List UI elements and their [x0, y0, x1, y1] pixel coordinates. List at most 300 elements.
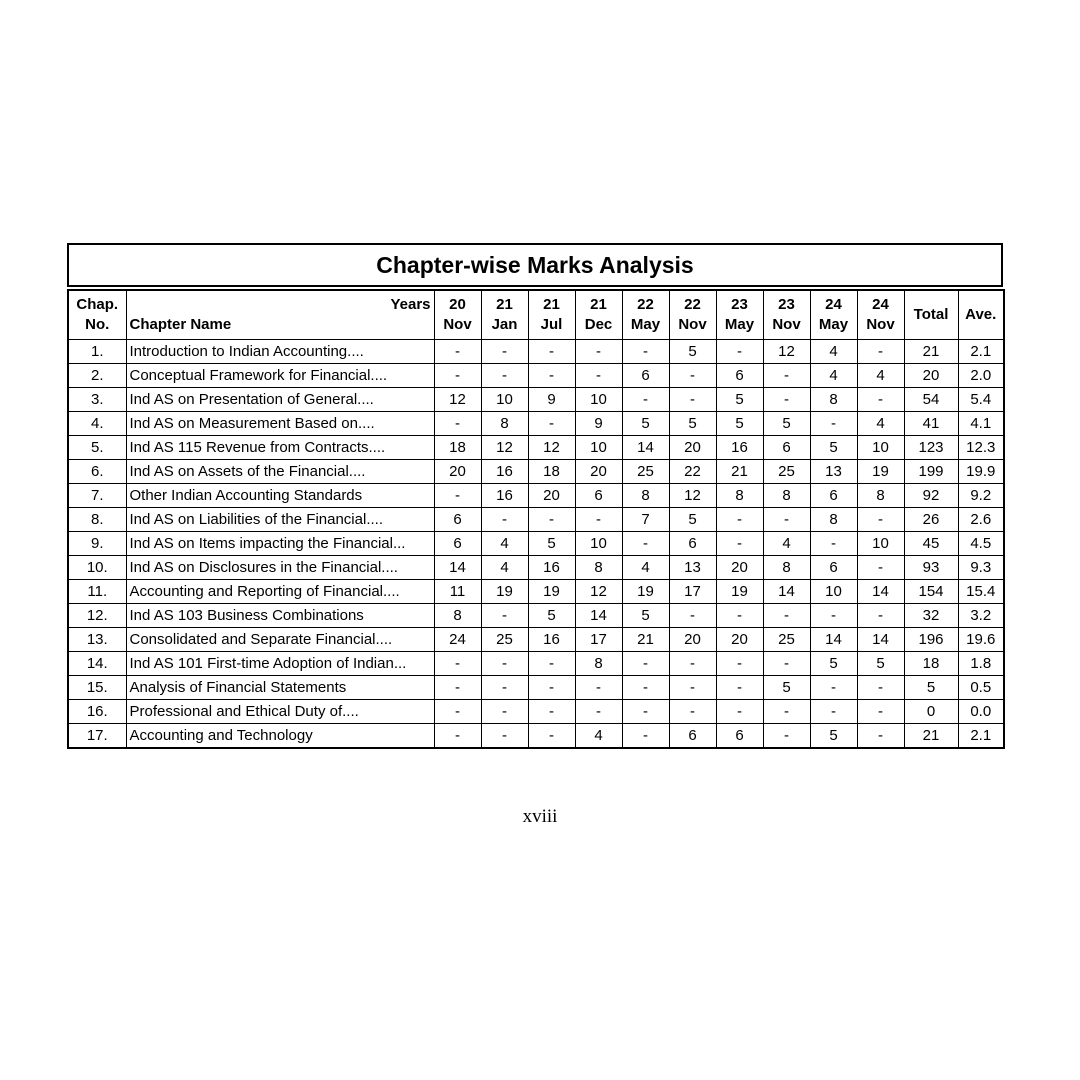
marks-cell: 14: [575, 604, 622, 628]
marks-cell: 6: [575, 484, 622, 508]
table-row: [68, 724, 1004, 749]
marks-cell: 4: [857, 412, 904, 436]
marks-cell: 5: [857, 652, 904, 676]
chapter-name-cell: Ind AS 103 Business Combinations: [126, 604, 434, 628]
period-year: 21: [496, 296, 513, 313]
marks-cell: 4: [481, 556, 528, 580]
chapter-name-cell: Professional and Ethical Duty of....: [126, 700, 434, 724]
period-header: [481, 290, 528, 340]
marks-cell: -: [622, 388, 669, 412]
marks-cell: 12: [481, 436, 528, 460]
marks-cell: -: [434, 364, 481, 388]
marks-cell: 20: [528, 484, 575, 508]
period-header: [763, 290, 810, 340]
marks-cell: 5: [810, 724, 857, 749]
table-row: [68, 628, 1004, 652]
table-row: [68, 604, 1004, 628]
period-year: 22: [684, 296, 701, 313]
chap-no-cell: 14.: [68, 652, 126, 676]
marks-cell: 8: [810, 388, 857, 412]
marks-cell: 6: [669, 532, 716, 556]
chapter-name-cell: Ind AS 115 Revenue from Contracts....: [126, 436, 434, 460]
marks-cell: -: [763, 388, 810, 412]
marks-cell: -: [575, 676, 622, 700]
period-month: Jan: [491, 316, 518, 333]
marks-cell: -: [481, 724, 528, 749]
marks-cell: -: [810, 532, 857, 556]
marks-cell: 10: [575, 436, 622, 460]
marks-cell: 6: [434, 508, 481, 532]
marks-cell: 14: [763, 580, 810, 604]
marks-cell: 5: [669, 508, 716, 532]
marks-cell: 5: [716, 412, 763, 436]
marks-cell: -: [857, 340, 904, 364]
marks-cell: -: [716, 676, 763, 700]
period-month: Nov: [772, 316, 801, 333]
marks-cell: 5: [528, 604, 575, 628]
marks-cell: 20: [669, 628, 716, 652]
table-row: [68, 676, 1004, 700]
marks-table: [67, 289, 1005, 749]
ave-cell: 4.1: [958, 412, 1004, 436]
marks-cell: 12: [434, 388, 481, 412]
marks-cell: 8: [575, 652, 622, 676]
marks-cell: -: [528, 724, 575, 749]
marks-cell: 11: [434, 580, 481, 604]
marks-cell: 4: [763, 532, 810, 556]
period-header: [622, 290, 669, 340]
marks-cell: -: [528, 676, 575, 700]
marks-cell: -: [622, 700, 669, 724]
marks-cell: -: [669, 388, 716, 412]
marks-cell: -: [716, 532, 763, 556]
marks-cell: -: [481, 604, 528, 628]
chapter-name-cell: Analysis of Financial Statements: [126, 676, 434, 700]
chapter-name-cell: Ind AS on Presentation of General....: [126, 388, 434, 412]
marks-cell: 17: [669, 580, 716, 604]
marks-cell: -: [716, 340, 763, 364]
marks-cell: -: [669, 604, 716, 628]
marks-cell: 19: [716, 580, 763, 604]
table-row: [68, 508, 1004, 532]
table-row: [68, 412, 1004, 436]
table-title: Chapter-wise Marks Analysis: [67, 243, 1003, 287]
marks-cell: 18: [434, 436, 481, 460]
table-row: [68, 652, 1004, 676]
marks-cell: -: [575, 340, 622, 364]
marks-cell: 5: [528, 532, 575, 556]
total-cell: 20: [904, 364, 958, 388]
chapter-name-cell: Ind AS 101 First-time Adoption of Indian...: [126, 652, 434, 676]
marks-cell: -: [434, 676, 481, 700]
marks-cell: 12: [575, 580, 622, 604]
marks-cell: 4: [810, 364, 857, 388]
marks-cell: 8: [481, 412, 528, 436]
period-month: Jul: [540, 316, 563, 333]
marks-cell: 12: [763, 340, 810, 364]
marks-cell: 5: [669, 340, 716, 364]
marks-cell: 6: [434, 532, 481, 556]
marks-cell: 20: [716, 556, 763, 580]
ave-cell: 4.5: [958, 532, 1004, 556]
marks-cell: 13: [669, 556, 716, 580]
marks-cell: 5: [810, 652, 857, 676]
marks-cell: 4: [575, 724, 622, 749]
marks-cell: 19: [528, 580, 575, 604]
chap-no-cell: 10.: [68, 556, 126, 580]
marks-cell: 12: [669, 484, 716, 508]
table-row: [68, 532, 1004, 556]
marks-cell: 10: [810, 580, 857, 604]
marks-cell: 4: [622, 556, 669, 580]
marks-cell: -: [669, 700, 716, 724]
marks-cell: -: [622, 724, 669, 749]
marks-cell: 22: [669, 460, 716, 484]
marks-cell: -: [857, 604, 904, 628]
marks-cell: 10: [481, 388, 528, 412]
marks-cell: 8: [622, 484, 669, 508]
marks-cell: -: [622, 652, 669, 676]
chapter-name-cell: Introduction to Indian Accounting....: [126, 340, 434, 364]
marks-cell: -: [481, 676, 528, 700]
marks-cell: 6: [622, 364, 669, 388]
ave-cell: 0.5: [958, 676, 1004, 700]
marks-cell: -: [434, 340, 481, 364]
chapter-name-cell: Ind AS on Measurement Based on....: [126, 412, 434, 436]
marks-cell: 25: [763, 460, 810, 484]
marks-cell: 8: [716, 484, 763, 508]
marks-cell: -: [857, 556, 904, 580]
marks-cell: -: [857, 724, 904, 749]
period-header: [528, 290, 575, 340]
marks-cell: 16: [716, 436, 763, 460]
total-cell: 199: [904, 460, 958, 484]
table-row: [68, 340, 1004, 364]
period-header: [810, 290, 857, 340]
total-cell: 0: [904, 700, 958, 724]
marks-cell: 10: [575, 388, 622, 412]
marks-cell: -: [434, 724, 481, 749]
marks-cell: 4: [481, 532, 528, 556]
total-cell: 154: [904, 580, 958, 604]
marks-cell: -: [622, 676, 669, 700]
total-cell: 18: [904, 652, 958, 676]
marks-cell: 9: [575, 412, 622, 436]
period-month: May: [724, 316, 755, 333]
marks-cell: -: [528, 364, 575, 388]
chapter-name-cell: Accounting and Reporting of Financial....: [126, 580, 434, 604]
period-month: Nov: [443, 316, 472, 333]
table-row: [68, 556, 1004, 580]
marks-cell: 6: [669, 724, 716, 749]
ave-cell: 0.0: [958, 700, 1004, 724]
marks-cell: -: [622, 532, 669, 556]
total-cell: 123: [904, 436, 958, 460]
chap-no-cell: 2.: [68, 364, 126, 388]
marks-cell: 8: [434, 604, 481, 628]
chapter-name-cell: Other Indian Accounting Standards: [126, 484, 434, 508]
chapter-name-header: [126, 290, 434, 340]
marks-cell: 20: [669, 436, 716, 460]
marks-cell: -: [481, 340, 528, 364]
marks-cell: 5: [622, 412, 669, 436]
chap-no-header-line1: Chap.: [76, 296, 119, 313]
total-cell: 196: [904, 628, 958, 652]
marks-cell: -: [810, 604, 857, 628]
table-row: [68, 580, 1004, 604]
marks-cell: -: [434, 700, 481, 724]
chapter-name-cell: Ind AS on Disclosures in the Financial....: [126, 556, 434, 580]
marks-cell: 10: [857, 436, 904, 460]
page-number: xviii: [522, 806, 558, 827]
period-header: [434, 290, 481, 340]
period-year: 21: [590, 296, 607, 313]
total-cell: 32: [904, 604, 958, 628]
total-cell: 5: [904, 676, 958, 700]
chapter-name-cell: Ind AS on Items impacting the Financial...: [126, 532, 434, 556]
marks-cell: 7: [622, 508, 669, 532]
total-cell: 21: [904, 724, 958, 749]
marks-cell: 25: [763, 628, 810, 652]
marks-cell: -: [810, 412, 857, 436]
marks-cell: 10: [857, 532, 904, 556]
period-year: 21: [543, 296, 560, 313]
marks-cell: 14: [857, 580, 904, 604]
marks-cell: 6: [716, 364, 763, 388]
marks-cell: 16: [528, 556, 575, 580]
period-month: Nov: [866, 316, 895, 333]
marks-cell: 9: [528, 388, 575, 412]
total-cell: 26: [904, 508, 958, 532]
marks-cell: -: [669, 364, 716, 388]
marks-cell: 21: [622, 628, 669, 652]
chapter-name-label: Chapter Name: [129, 316, 232, 333]
table-row: [68, 700, 1004, 724]
marks-cell: -: [857, 388, 904, 412]
chapter-name-cell: Consolidated and Separate Financial....: [126, 628, 434, 652]
marks-cell: 4: [810, 340, 857, 364]
marks-cell: -: [857, 676, 904, 700]
marks-cell: -: [434, 652, 481, 676]
marks-cell: 5: [716, 388, 763, 412]
period-header: [716, 290, 763, 340]
ave-cell: 2.1: [958, 724, 1004, 749]
period-year: 24: [825, 296, 842, 313]
marks-cell: 6: [716, 724, 763, 749]
ave-cell: 2.6: [958, 508, 1004, 532]
marks-cell: -: [575, 700, 622, 724]
marks-cell: -: [763, 724, 810, 749]
marks-cell: -: [716, 700, 763, 724]
chap-no-cell: 8.: [68, 508, 126, 532]
total-cell: 41: [904, 412, 958, 436]
ave-cell: 19.9: [958, 460, 1004, 484]
marks-cell: -: [810, 700, 857, 724]
chapter-name-cell: Ind AS on Liabilities of the Financial....: [126, 508, 434, 532]
chap-no-cell: 9.: [68, 532, 126, 556]
marks-cell: -: [810, 676, 857, 700]
marks-cell: -: [669, 676, 716, 700]
chapter-name-cell: Conceptual Framework for Financial....: [126, 364, 434, 388]
period-month: May: [630, 316, 661, 333]
marks-cell: 5: [622, 604, 669, 628]
marks-cell: 14: [622, 436, 669, 460]
chap-no-header: [68, 290, 126, 340]
chap-no-cell: 5.: [68, 436, 126, 460]
marks-cell: -: [763, 652, 810, 676]
marks-analysis-sheet: [67, 243, 1003, 749]
marks-cell: 8: [575, 556, 622, 580]
period-header: [575, 290, 622, 340]
chapter-name-cell: Accounting and Technology: [126, 724, 434, 749]
years-label: Years: [390, 296, 431, 313]
ave-cell: 2.1: [958, 340, 1004, 364]
marks-cell: 14: [434, 556, 481, 580]
ave-cell: 2.0: [958, 364, 1004, 388]
period-header: [857, 290, 904, 340]
marks-cell: 17: [575, 628, 622, 652]
marks-cell: -: [528, 652, 575, 676]
total-cell: 92: [904, 484, 958, 508]
marks-cell: 6: [810, 556, 857, 580]
marks-cell: -: [528, 340, 575, 364]
period-year: 24: [872, 296, 889, 313]
marks-cell: -: [763, 700, 810, 724]
marks-cell: 8: [810, 508, 857, 532]
header-row: [68, 290, 1004, 340]
marks-cell: -: [857, 700, 904, 724]
marks-cell: 20: [575, 460, 622, 484]
period-year: 22: [637, 296, 654, 313]
marks-cell: 19: [622, 580, 669, 604]
total-cell: 54: [904, 388, 958, 412]
marks-cell: 8: [763, 484, 810, 508]
marks-cell: 6: [763, 436, 810, 460]
chap-no-cell: 15.: [68, 676, 126, 700]
ave-cell: 9.2: [958, 484, 1004, 508]
period-month: Dec: [584, 316, 613, 333]
total-header: Total: [904, 290, 958, 340]
ave-cell: 9.3: [958, 556, 1004, 580]
marks-cell: 25: [481, 628, 528, 652]
marks-cell: 19: [857, 460, 904, 484]
marks-cell: -: [528, 700, 575, 724]
marks-cell: 6: [810, 484, 857, 508]
marks-cell: 21: [716, 460, 763, 484]
table-row: [68, 460, 1004, 484]
marks-cell: -: [481, 700, 528, 724]
marks-cell: 12: [528, 436, 575, 460]
ave-cell: 19.6: [958, 628, 1004, 652]
marks-cell: -: [763, 364, 810, 388]
chap-no-cell: 1.: [68, 340, 126, 364]
table-row: [68, 364, 1004, 388]
chap-no-cell: 11.: [68, 580, 126, 604]
marks-cell: -: [481, 652, 528, 676]
marks-cell: -: [669, 652, 716, 676]
table-body: [68, 340, 1004, 749]
marks-cell: 14: [857, 628, 904, 652]
ave-cell: 15.4: [958, 580, 1004, 604]
chapter-name-cell: Ind AS on Assets of the Financial....: [126, 460, 434, 484]
table-row: [68, 484, 1004, 508]
table-header: [68, 290, 1004, 340]
marks-cell: 16: [528, 628, 575, 652]
ave-cell: 1.8: [958, 652, 1004, 676]
chap-no-cell: 13.: [68, 628, 126, 652]
ave-cell: 5.4: [958, 388, 1004, 412]
period-header: [669, 290, 716, 340]
marks-cell: 5: [763, 676, 810, 700]
marks-cell: -: [434, 484, 481, 508]
table-row: [68, 388, 1004, 412]
marks-cell: -: [716, 508, 763, 532]
marks-cell: 5: [669, 412, 716, 436]
ave-header: Ave.: [958, 290, 1004, 340]
period-year: 20: [449, 296, 466, 313]
marks-cell: 10: [575, 532, 622, 556]
marks-cell: -: [434, 412, 481, 436]
chap-no-cell: 7.: [68, 484, 126, 508]
period-year: 23: [778, 296, 795, 313]
marks-cell: -: [575, 508, 622, 532]
marks-cell: -: [622, 340, 669, 364]
period-month: Nov: [678, 316, 707, 333]
marks-cell: -: [481, 364, 528, 388]
marks-cell: 25: [622, 460, 669, 484]
table-row: [68, 436, 1004, 460]
chap-no-header-line2: No.: [85, 316, 110, 333]
chap-no-cell: 6.: [68, 460, 126, 484]
marks-cell: 16: [481, 484, 528, 508]
marks-cell: 5: [763, 412, 810, 436]
chap-no-cell: 17.: [68, 724, 126, 749]
marks-cell: 19: [481, 580, 528, 604]
marks-cell: -: [716, 604, 763, 628]
marks-cell: 20: [716, 628, 763, 652]
marks-cell: 8: [763, 556, 810, 580]
ave-cell: 3.2: [958, 604, 1004, 628]
total-cell: 93: [904, 556, 958, 580]
marks-cell: -: [716, 652, 763, 676]
marks-cell: 4: [857, 364, 904, 388]
marks-cell: 20: [434, 460, 481, 484]
chap-no-cell: 4.: [68, 412, 126, 436]
marks-cell: 18: [528, 460, 575, 484]
period-year: 23: [731, 296, 748, 313]
chap-no-cell: 16.: [68, 700, 126, 724]
marks-cell: 14: [810, 628, 857, 652]
total-cell: 45: [904, 532, 958, 556]
total-cell: 21: [904, 340, 958, 364]
marks-cell: 8: [857, 484, 904, 508]
period-month: May: [818, 316, 849, 333]
marks-cell: 13: [810, 460, 857, 484]
marks-cell: -: [481, 508, 528, 532]
marks-cell: 16: [481, 460, 528, 484]
marks-cell: 24: [434, 628, 481, 652]
marks-cell: -: [575, 364, 622, 388]
marks-cell: 5: [810, 436, 857, 460]
chap-no-cell: 3.: [68, 388, 126, 412]
marks-cell: -: [763, 604, 810, 628]
marks-cell: -: [528, 508, 575, 532]
marks-cell: -: [763, 508, 810, 532]
marks-cell: -: [857, 508, 904, 532]
chap-no-cell: 12.: [68, 604, 126, 628]
marks-cell: -: [528, 412, 575, 436]
ave-cell: 12.3: [958, 436, 1004, 460]
